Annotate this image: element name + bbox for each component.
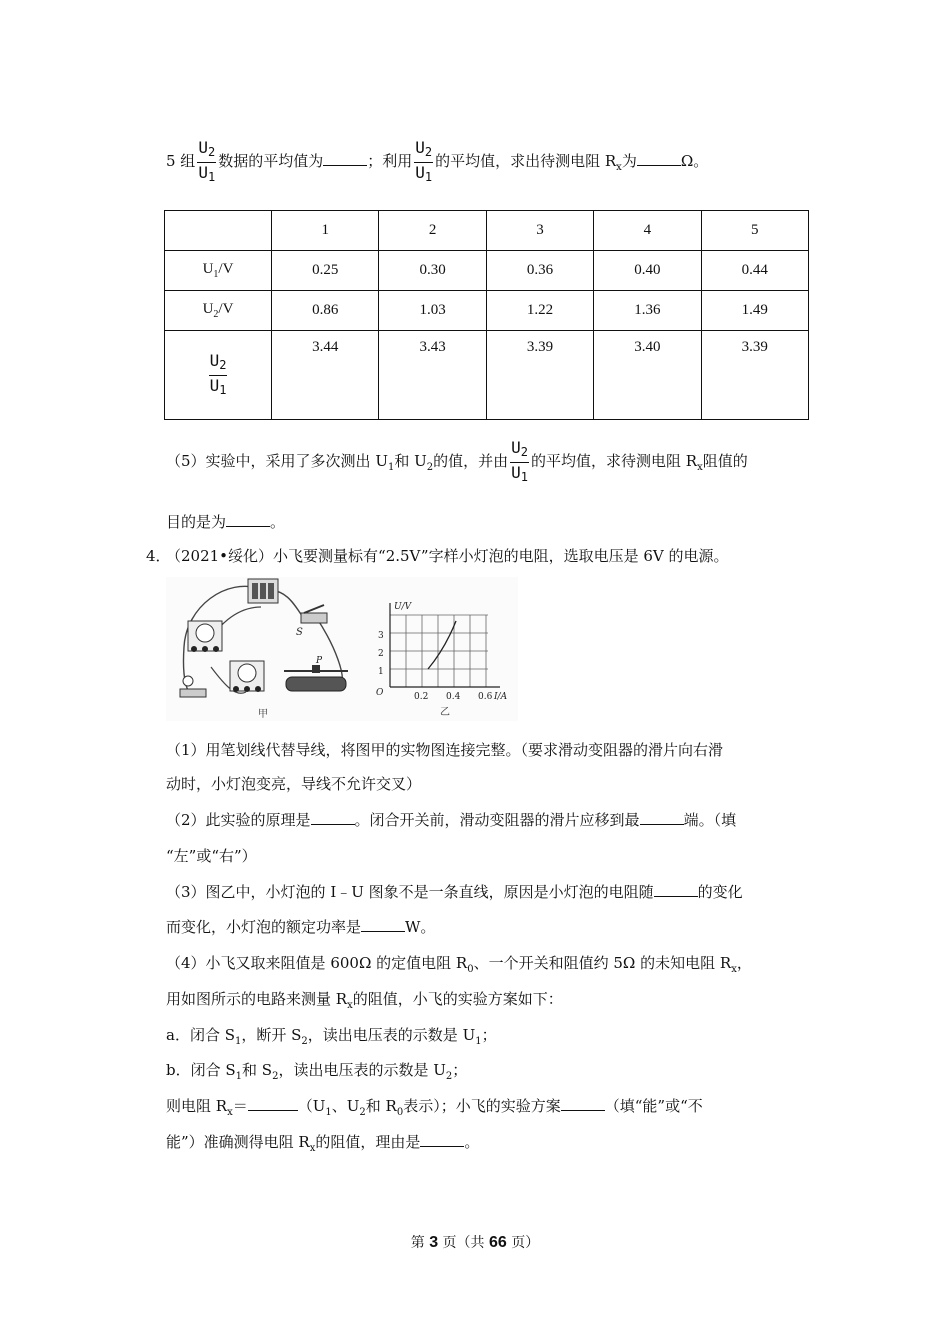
slider-label: P: [316, 656, 323, 666]
battery-icon: [248, 579, 278, 603]
answer-blank[interactable]: [323, 151, 367, 166]
table-cell: 2: [379, 211, 486, 251]
circuit-and-graph-figure: [166, 577, 518, 721]
table-cell: 0.25: [272, 251, 379, 291]
table-row: [165, 331, 809, 420]
answer-blank[interactable]: [420, 1132, 464, 1147]
page-footer: 第 3 页（共 66 页）: [410, 1234, 540, 1251]
switch-label: S: [296, 627, 303, 638]
answer-blank[interactable]: [637, 151, 681, 166]
answer-blank[interactable]: [561, 1096, 605, 1111]
answer-blank[interactable]: [640, 810, 684, 825]
y-tick: 2: [378, 649, 384, 659]
row-label-ratio: [165, 331, 272, 420]
table-cell: 5: [701, 211, 808, 251]
answer-blank[interactable]: [361, 917, 405, 932]
ammeter-icon: [188, 621, 222, 652]
q5-line2: 目的是为 。: [166, 513, 286, 531]
text-segment: ；利用: [367, 152, 413, 170]
top-question-line: 5 组 $\frac{U_2}{U_1}$ 数据的平均值为 ；利用 $\frac{U_2}{U_1}$ 的平均值，求出待测电阻 $R_x$为 Ω。: [166, 137, 709, 184]
step-a: a．闭合 $S_1$，断开 $S_2$，读出电压表的示数是 $U_1$；: [166, 1026, 497, 1047]
table-cell: 1.49: [701, 291, 808, 331]
iu-curve: [428, 621, 456, 669]
table-cell: 3.39: [701, 331, 808, 420]
step-b: b．闭合 $S_1$和 $S_2$，读出电压表的示数是 $U_2$；: [166, 1061, 468, 1082]
table-cell: 0.44: [701, 251, 808, 291]
table-cell: 3.40: [594, 331, 701, 420]
origin-label: O: [376, 688, 384, 698]
table-row: [165, 291, 809, 331]
voltmeter-icon: [230, 661, 264, 692]
table-cell: [165, 211, 272, 251]
p3-line2: 而变化，小灯泡的额定功率是 W。: [166, 918, 436, 936]
table-cell: 3.39: [486, 331, 593, 420]
fraction-u2-u1: $\frac{U_2}{U_1}$: [198, 137, 216, 184]
y-tick: 1: [378, 667, 384, 677]
answer-blank[interactable]: [311, 810, 355, 825]
measurement-table: [164, 210, 809, 420]
fraction-u2-u1: $\frac{U_2}{U_1}$: [511, 437, 529, 484]
table-cell: 0.36: [486, 251, 593, 291]
table-cell: 0.86: [272, 291, 379, 331]
text-segment: 的平均值，求出待测电阻 R: [435, 152, 617, 170]
problem-stem: （2021•绥化）小飞要测量标有“2.5V”字样小灯泡的电阻，选取电压是 6V 的电源。: [166, 547, 729, 565]
fraction-u2-u1: $\frac{U_2}{U_1}$: [209, 350, 227, 397]
table-cell: 1.03: [379, 291, 486, 331]
table-cell: 1.36: [594, 291, 701, 331]
y-axis-label: U/V: [394, 602, 412, 612]
q5-line1: （5）实验中，采用了多次测出 $U_1$和 $U_2$的值，并由 $\frac{U_2}{U_1}$ 的平均值，求待测电阻 $R_x$阻值的: [166, 437, 748, 484]
table-header-row: [165, 211, 809, 251]
figure-label-left: 甲: [258, 709, 268, 720]
y-tick: 3: [378, 631, 384, 641]
table-cell: 3: [486, 211, 593, 251]
x-axis-label: I/A: [494, 692, 508, 702]
fraction-u2-u1: $\frac{U_2}{U_1}$: [415, 137, 433, 184]
iu-graph: [376, 602, 508, 718]
answer-blank[interactable]: [248, 1096, 298, 1111]
table-cell: 0.30: [379, 251, 486, 291]
table-cell: 1: [272, 211, 379, 251]
x-tick: 0.6: [478, 692, 493, 702]
table-cell: 3.44: [272, 331, 379, 420]
table-row: [165, 251, 809, 291]
lamp-icon: [180, 676, 206, 697]
figure-label-right: 乙: [440, 707, 450, 718]
step-c: 则电阻 $R_x= (U_1$、$U_2$和 $R_0$表示）；小飞的实验方案 （填“能”或“不: [166, 1097, 703, 1118]
p4-line1: （4）小飞又取来阻值是 600Ω 的定值电阻 $R_0$、一个开关和阻值约 5Ω 的未知电阻 $R_x$，: [166, 954, 752, 975]
p3-line1: （3）图乙中，小灯泡的 I﹣U 图象不是一条直线，原因是小灯泡的电阻随 的变化: [166, 883, 743, 901]
problem-number: 4．: [146, 547, 171, 565]
table-cell: 1.22: [486, 291, 593, 331]
answer-blank[interactable]: [226, 512, 270, 527]
text-segment: 数据的平均值为: [218, 152, 324, 170]
table-cell: 3.43: [379, 331, 486, 420]
text-segment: 5 组: [166, 152, 196, 170]
p2-line2: “左”或“右”）: [166, 847, 257, 865]
p1-line2: 动时，小灯泡变亮，导线不允许交叉）: [166, 775, 422, 793]
row-label-u2: $U_2/V$: [165, 291, 272, 331]
x-tick: 0.2: [414, 692, 429, 702]
p2-line1: （2）此实验的原理是 。闭合开关前，滑动变阻器的滑片应移到最 端。（填: [166, 811, 737, 829]
page-total: 66: [489, 1234, 507, 1251]
table-cell: 4: [594, 211, 701, 251]
page-number: 3: [429, 1234, 439, 1251]
row-label-u1: $U_1/V$: [165, 251, 272, 291]
p4-line2: 用如图所示的电路来测量 $R_x$的阻值，小飞的实验方案如下：: [166, 990, 563, 1011]
step-d: 能”）准确测得电阻 $R_x$的阻值，理由是 。: [166, 1133, 480, 1154]
figure-svg: [166, 577, 518, 721]
switch-icon: [296, 605, 327, 638]
p1-line1: （1）用笔划线代替导线，将图甲的实物图连接完整。（要求滑动变阻器的滑片向右滑: [166, 741, 724, 759]
x-tick: 0.4: [446, 692, 461, 702]
answer-blank[interactable]: [654, 882, 698, 897]
table-cell: 0.40: [594, 251, 701, 291]
